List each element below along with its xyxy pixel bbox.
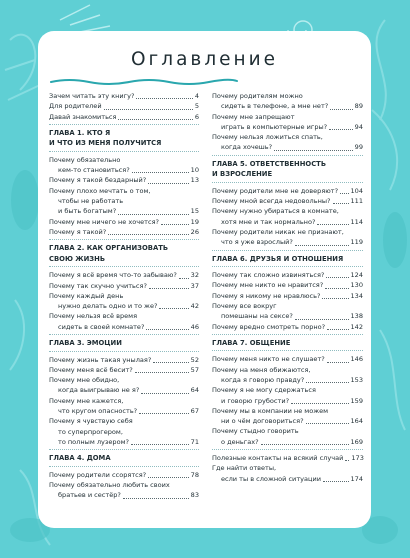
toc-entry[interactable]: [212, 280, 363, 290]
toc-entry-text: когда хочешь?: [221, 143, 273, 152]
toc-entry-text: сидеть в телефоне, а мне нет?: [221, 102, 329, 111]
toc-entry[interactable]: [49, 375, 199, 396]
toc-entry[interactable]: [49, 217, 199, 227]
toc-entry[interactable]: [212, 206, 363, 227]
dot-leader: [261, 444, 349, 445]
page-number: 146: [350, 355, 363, 364]
page-number: 173: [351, 454, 364, 463]
page-number: 169: [350, 437, 363, 446]
page-number: 64: [190, 386, 199, 395]
page-number: 111: [350, 197, 363, 206]
title-underline-decoration: [49, 77, 239, 86]
toc-entry[interactable]: [212, 227, 363, 248]
toc-entry[interactable]: [49, 281, 199, 291]
page-number: 4: [194, 92, 199, 100]
chapter-heading-line: И ВЗРОСЛЕНИЕ: [212, 170, 273, 179]
toc-entry-text: Почему обязательно: [49, 155, 121, 164]
toc-entry-text: Почему мне обидно,: [49, 376, 120, 385]
page-number: 78: [190, 470, 199, 479]
section-divider: [212, 250, 363, 251]
toc-entry[interactable]: [212, 385, 363, 406]
section-divider: [212, 266, 363, 267]
toc-entry-text: что я уже взрослый?: [221, 238, 293, 247]
page-number: 57: [190, 365, 199, 374]
page-number: 67: [190, 407, 199, 416]
toc-entry-text: то полным лузером?: [58, 437, 129, 446]
toc-entry-text: кем-то становиться?: [58, 166, 130, 175]
dot-leader: [148, 477, 189, 478]
toc-entry[interactable]: [49, 91, 199, 101]
chapter-heading: [49, 453, 199, 464]
dot-leader: [132, 172, 189, 173]
dot-leader: [123, 498, 189, 499]
section-divider: [49, 334, 199, 335]
page-number: 130: [350, 281, 363, 290]
toc-entry[interactable]: [212, 196, 363, 206]
page-number: 174: [350, 474, 363, 483]
page-number: 19: [190, 217, 199, 226]
chapter-heading: [49, 338, 199, 349]
toc-entry[interactable]: [49, 396, 199, 417]
page-number: 37: [190, 281, 199, 290]
dot-leader: [159, 308, 188, 309]
page-number: 104: [350, 186, 363, 195]
toc-entry[interactable]: [212, 453, 363, 463]
toc-entry[interactable]: [49, 112, 199, 122]
toc-entry-text: Почему родителям можно: [212, 92, 303, 100]
toc-entry-text: Почему плохо мечтать о том,: [49, 186, 151, 195]
dot-leader: [327, 329, 348, 330]
page-number: 46: [190, 322, 199, 331]
toc-entry[interactable]: [49, 355, 199, 365]
toc-entry[interactable]: [212, 463, 363, 484]
page-number: 10: [190, 166, 199, 175]
toc-entry-text: Почему я не могу сдержаться: [212, 386, 316, 395]
page-number: 99: [354, 143, 363, 152]
toc-entry[interactable]: [212, 270, 363, 280]
dot-leader: [118, 119, 192, 120]
chapter-heading-line: И ЧТО ИЗ МЕНЯ ПОЛУЧИТСЯ: [49, 139, 162, 148]
dot-leader: [323, 481, 349, 482]
toc-entry-text: Почему мной всегда недовольны?: [212, 197, 331, 206]
chapter-heading: [212, 159, 363, 180]
page-number: 142: [350, 322, 363, 331]
dot-leader: [329, 129, 353, 130]
toc-entry[interactable]: [212, 291, 363, 301]
toc-entry[interactable]: [212, 186, 363, 196]
toc-entry-text: Для родителей: [49, 102, 102, 111]
dot-leader: [306, 382, 348, 383]
toc-entry[interactable]: [212, 426, 363, 447]
dot-leader: [330, 109, 352, 110]
chapter-heading-line: СВОЮ ЖИЗНЬ: [49, 254, 105, 263]
toc-entry-text: Почему родители ссорятся?: [49, 470, 147, 479]
chapter-heading: [49, 243, 199, 264]
chapter-heading-line: ГЛАВА 7. ОБЩЕНИЕ: [212, 338, 291, 347]
toc-entry-text: Зачем читать эту книгу?: [49, 92, 135, 100]
section-divider: [212, 334, 363, 335]
toc-entry-text: Почему все вокруг: [212, 301, 277, 310]
toc-entry[interactable]: [49, 291, 199, 312]
page-number: 89: [354, 102, 363, 111]
toc-entry-text: Почему мы в компании не можем: [212, 406, 329, 415]
toc-entry-text: Почему так скучно учиться?: [49, 281, 147, 290]
toc-entry-text: Почему я такой бездарный?: [49, 176, 147, 185]
toc-entry[interactable]: [49, 227, 199, 237]
page-number: 5: [194, 102, 199, 111]
toc-entry-text: играть в компьютерные игры?: [221, 122, 328, 131]
chapter-heading-line: ГЛАВА 3. ЭМОЦИИ: [49, 339, 122, 348]
page-number: 26: [190, 227, 199, 236]
toc-entry[interactable]: [212, 132, 363, 153]
page-number: 114: [350, 217, 363, 226]
toc-entry-text: Давай знакомиться: [49, 112, 117, 121]
dot-leader: [179, 278, 189, 279]
page-number: 42: [190, 302, 199, 311]
toc-entry-text: и говорю грубости?: [221, 396, 290, 405]
toc-entry-text: братьев и сестёр?: [58, 491, 121, 500]
page-title: Оглавление: [130, 49, 279, 70]
toc-entry-text: хотя мне и так нормально?: [221, 217, 316, 226]
page-number: 159: [350, 396, 363, 405]
toc-left-column: [49, 91, 199, 501]
section-divider: [212, 350, 363, 351]
toc-entry[interactable]: [212, 112, 363, 133]
toc-columns: [49, 91, 363, 501]
toc-entry-text: Почему вредно смотреть порно?: [212, 322, 326, 331]
toc-entry[interactable]: [49, 311, 199, 332]
dot-leader: [291, 403, 348, 404]
toc-entry-text: Почему жизнь такая унылая?: [49, 355, 152, 364]
toc-entry[interactable]: [49, 480, 199, 501]
page-number: 153: [350, 375, 363, 384]
dot-leader: [118, 214, 188, 215]
toc-entry-text: чтобы не работать: [58, 197, 124, 206]
page-number: 32: [190, 271, 199, 280]
page-number: 15: [190, 207, 199, 216]
section-divider: [49, 239, 199, 240]
dot-leader: [136, 98, 192, 99]
toc-entry-text: Почему меня никто не слушает?: [212, 355, 325, 364]
toc-entry-text: Почему каждый день: [49, 291, 124, 300]
chapter-heading: [212, 254, 363, 265]
toc-entry-text: Почему родители никак не признают,: [212, 227, 344, 236]
toc-entry-text: Почему нельзя всё время: [49, 312, 138, 321]
toc-entry-text: когда я говорю правду?: [221, 375, 305, 384]
section-divider: [212, 449, 363, 450]
dot-leader: [146, 329, 188, 330]
section-divider: [49, 151, 199, 152]
dot-leader: [295, 245, 349, 246]
toc-entry-text: когда выигрываю не я?: [58, 386, 140, 395]
chapter-heading-line: ГЛАВА 1. КТО Я: [49, 128, 111, 137]
toc-entry[interactable]: [49, 470, 199, 480]
toc-entry-text: Почему мне никто не нравится?: [212, 281, 324, 290]
dot-leader: [139, 413, 189, 414]
dot-leader: [153, 362, 188, 363]
chapter-heading-line: ГЛАВА 5. ОТВЕТСТВЕННОСТЬ: [212, 159, 327, 168]
toc-entry-text: и быть богатым?: [58, 207, 117, 216]
chapter-heading-line: ГЛАВА 4. ДОМА: [49, 454, 111, 463]
toc-entry-text: Почему стыдно говорить: [212, 427, 299, 436]
section-divider: [212, 155, 363, 156]
dot-leader: [327, 362, 349, 363]
dot-leader: [148, 183, 188, 184]
section-divider: [212, 182, 363, 183]
dot-leader: [274, 150, 353, 151]
dot-leader: [317, 224, 348, 225]
dot-leader: [161, 224, 189, 225]
dot-leader: [325, 288, 348, 289]
dot-leader: [295, 319, 349, 320]
dot-leader: [333, 203, 349, 204]
page-number: 134: [350, 291, 363, 300]
toc-entry-text: то суперпрогером,: [58, 427, 123, 436]
dot-leader: [340, 193, 348, 194]
toc-entry-text: Почему так сложно извиняться?: [212, 271, 325, 280]
toc-entry[interactable]: [212, 301, 363, 322]
toc-entry-text: Почему меня всё бесит?: [49, 365, 133, 374]
toc-entry-text: Почему мне ничего не хочется?: [49, 217, 159, 226]
toc-entry-text: о деньгах?: [221, 437, 259, 446]
page-number: 83: [190, 491, 199, 500]
toc-entry-text: ни о чём договориться?: [221, 417, 304, 426]
dot-leader: [306, 423, 349, 424]
page-number: 164: [350, 417, 363, 426]
toc-entry[interactable]: [49, 155, 199, 176]
page-number: 6: [194, 112, 199, 121]
dot-leader: [326, 277, 348, 278]
chapter-heading: [49, 128, 199, 149]
section-divider: [49, 449, 199, 450]
toc-entry-text: Почему родители мне не доверяют?: [212, 186, 339, 195]
dot-leader: [135, 372, 189, 373]
chapter-heading-line: ГЛАВА 2. КАК ОРГАНИЗОВАТЬ: [49, 244, 169, 253]
toc-entry-text: Почему я всё время что-то забываю?: [49, 271, 177, 280]
page-number: 138: [350, 312, 363, 321]
chapter-heading-line: ГЛАВА 6. ДРУЗЬЯ И ОТНОШЕНИЯ: [212, 254, 344, 263]
toc-entry-text: Почему обязательно любить своих: [49, 481, 170, 490]
page-number: 13: [190, 176, 199, 185]
toc-right-column: [212, 91, 363, 501]
page-number: 71: [190, 437, 199, 446]
page-number: 124: [350, 271, 363, 280]
toc-entry[interactable]: [49, 270, 199, 280]
toc-entry[interactable]: [212, 91, 363, 112]
page-number: 119: [350, 238, 363, 247]
section-divider: [49, 351, 199, 352]
dot-leader: [322, 298, 348, 299]
toc-entry[interactable]: [49, 186, 199, 217]
section-divider: [49, 466, 199, 467]
page-number: 52: [190, 355, 199, 364]
toc-entry-text: если ты в сложной ситуации: [221, 474, 321, 483]
section-divider: [49, 266, 199, 267]
dot-leader: [141, 393, 188, 394]
toc-entry-text: Почему я никому не нравлюсь?: [212, 291, 321, 300]
section-divider: [49, 124, 199, 125]
toc-entry-text: что кругом опасность?: [58, 407, 138, 416]
toc-entry[interactable]: [49, 175, 199, 185]
toc-entry-text: Почему мне запрещают: [212, 112, 295, 121]
page-number: 94: [354, 122, 363, 131]
table-of-contents-card: [38, 31, 371, 528]
toc-entry-text: Почему нужно убираться в комнате,: [212, 207, 339, 216]
chapter-heading: [212, 338, 363, 349]
dot-leader: [149, 288, 189, 289]
toc-entry[interactable]: [212, 406, 363, 427]
dot-leader: [345, 460, 349, 461]
toc-entry[interactable]: [212, 354, 363, 364]
toc-entry[interactable]: [212, 322, 363, 332]
dot-leader: [104, 109, 193, 110]
toc-entry-text: помешаны на сексе?: [221, 312, 293, 321]
toc-entry-text: Почему на меня обижаются,: [212, 365, 311, 374]
toc-entry-text: нужно делать одно и то же?: [58, 302, 158, 311]
dot-leader: [131, 444, 189, 445]
toc-entry[interactable]: [49, 365, 199, 375]
toc-entry-text: Почему я чувствую себя: [49, 417, 133, 426]
dot-leader: [108, 234, 188, 235]
toc-entry-text: сидеть в своей комнате?: [58, 322, 145, 331]
toc-entry[interactable]: [49, 101, 199, 111]
toc-entry-text: Почему я такой?: [49, 227, 107, 236]
toc-entry-text: Почему мне кажется,: [49, 396, 124, 405]
toc-entry-text: Почему нельзя ложиться спать,: [212, 133, 323, 142]
toc-entry[interactable]: [49, 416, 199, 447]
toc-entry-text: Где найти ответы,: [212, 464, 277, 473]
toc-entry[interactable]: [212, 365, 363, 386]
toc-entry-text: Полезные контакты на всякий случай: [212, 454, 344, 463]
